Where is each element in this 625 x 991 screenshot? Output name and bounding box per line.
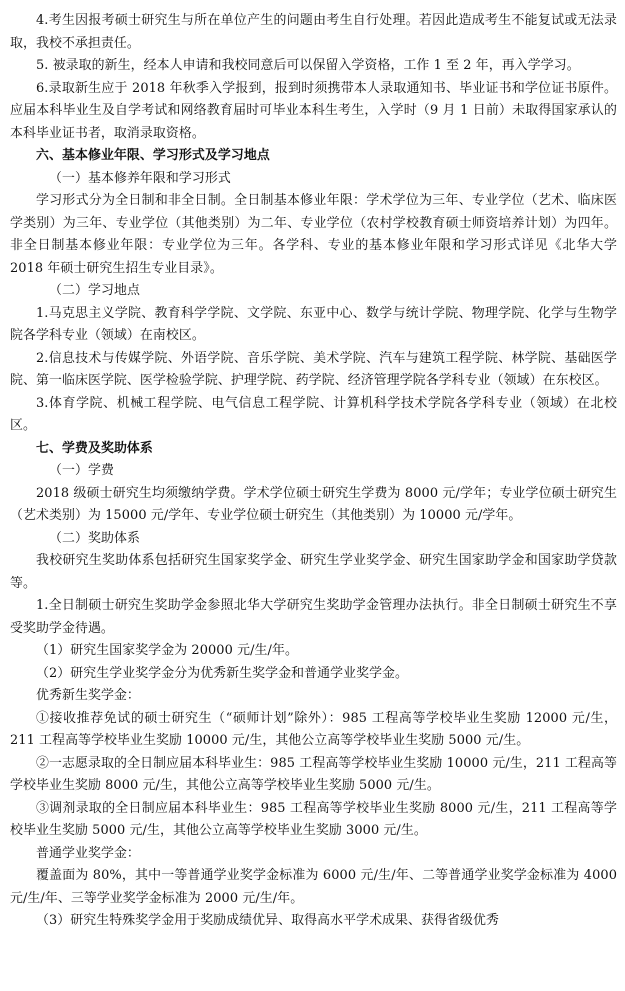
paragraph-freshman-item-2: ②一志愿录取的全日制应届本科毕业生：985 工程高等学校毕业生奖励 10000 元/生，211 工程高等学校毕业生奖励 8000 元/生，其他公立高等学校毕业生奖励 5000 元/生。 [10, 755, 617, 793]
subheading-duration: （一）基本修养年限和学习形式 [49, 170, 231, 186]
paragraph-note-5: 5. 被录取的新生，经本人申请和我校同意后可以保留入学资格，工作 1 至 2 年，再入学学习。 [36, 58, 580, 73]
paragraph-south-campus: 1.马克思主义学院、教育科学学院、文学院、东亚中心、数学与统计学院、物理学院、化学与生物学院各学科专业（领域）在南校区。 [10, 305, 617, 343]
paragraph-general-scholarship: 覆盖面为 80%，其中一等普通学业奖学金标准为 6000 元/生/年、二等普通学业奖学金标准为 4000 元/生/年、三等学业奖学金标准为 2000 元/生/年。 [10, 868, 617, 906]
paragraph-aid-rule-1: 1.全日制硕士研究生奖助学金参照北华大学研究生奖助学金管理办法执行。非全日制硕士研究生不享受奖助学金待遇。 [10, 598, 617, 636]
paragraph-special-scholarship: （3）研究生特殊奖学金用于奖励成绩优异、取得高水平学术成果、获得省级优秀 [36, 913, 499, 928]
section-heading-7: 七、学费及奖助体系 [36, 440, 153, 456]
paragraph-note-4: 4.考生因报考硕士研究生与所在单位产生的问题由考生自行处理。若因此造成考生不能复试或无法录取，我校不承担责任。 [10, 13, 617, 51]
paragraph-aid-overview: 我校研究生奖助体系包括研究生国家奖学金、研究生学业奖学金、研究生国家助学金和国家助学贷款等。 [10, 553, 617, 591]
label-general-scholarship: 普通学业奖学金： [36, 845, 140, 861]
paragraph-freshman-item-1: ①接收推荐免试的硕士研究生（“硕师计划”除外）：985 工程高等学校毕业生奖励 12000 元/生，211 工程高等学校毕业生奖励 10000 元/生，其他公立高等学校毕业生奖励 5000 元/生。 [10, 710, 617, 748]
subheading-aid-system: （二）奖助体系 [49, 530, 140, 546]
paragraph-study-form: 学习形式分为全日制和非全日制。全日制基本修业年限：学术学位为三年、专业学位（艺术、临床医学类别）为三年、专业学位（其他类别）为二年、专业学位（农村学校教育硕士师资培养计划）为四年。非全日制基本修业年限：专业学位为三年。各学科、专业的基本修业年限和学习形式详见《北华大学 2018 年硕士研究生招生专业目录》。 [10, 193, 617, 276]
paragraph-freshman-item-3: ③调剂录取的全日制应届本科毕业生：985 工程高等学校毕业生奖励 8000 元/生，211 工程高等学校毕业生奖励 5000 元/生，其他公立高等学校毕业生奖励 3000 元/生。 [10, 800, 617, 838]
paragraph-north-campus: 3.体育学院、机械工程学院、电气信息工程学院、计算机科学技术学院各学科专业（领域）在北校区。 [10, 395, 617, 433]
subheading-location: （二）学习地点 [49, 283, 140, 298]
paragraph-national-scholarship: （1）研究生国家奖学金为 20000 元/生/年。 [36, 643, 298, 658]
paragraph-note-6: 6.录取新生应于 2018 年秋季入学报到，报到时须携带本人录取通知书、毕业证书和学位证书原件。应届本科毕业生及自学考试和网络教育届时可毕业本科生考生，入学时（9 月 1 日前）未取得国家承认的本科毕业证书者，取消录取资格。 [10, 80, 617, 141]
subheading-tuition: （一）学费 [49, 463, 114, 478]
paragraph-academic-scholarship: （2）研究生学业奖学金分为优秀新生奖学金和普通学业奖学金。 [36, 665, 409, 681]
section-heading-6: 六、基本修业年限、学习形式及学习地点 [36, 148, 270, 163]
paragraph-tuition: 2018 级硕士研究生均须缴纳学费。学术学位硕士研究生学费为 8000 元/学年；专业学位硕士研究生（艺术类别）为 15000 元/学年、专业学位硕士研究生（其他类别）为 10000 元/学年。 [10, 485, 617, 523]
paragraph-east-campus: 2.信息技术与传媒学院、外语学院、音乐学院、美术学院、汽车与建筑工程学院、林学院、基础医学院、第一临床医学院、医学检验学院、护理学院、药学院、经济管理学院各学科专业（领域）在东校区。 [10, 350, 617, 388]
label-freshman-scholarship: 优秀新生奖学金： [36, 688, 140, 703]
